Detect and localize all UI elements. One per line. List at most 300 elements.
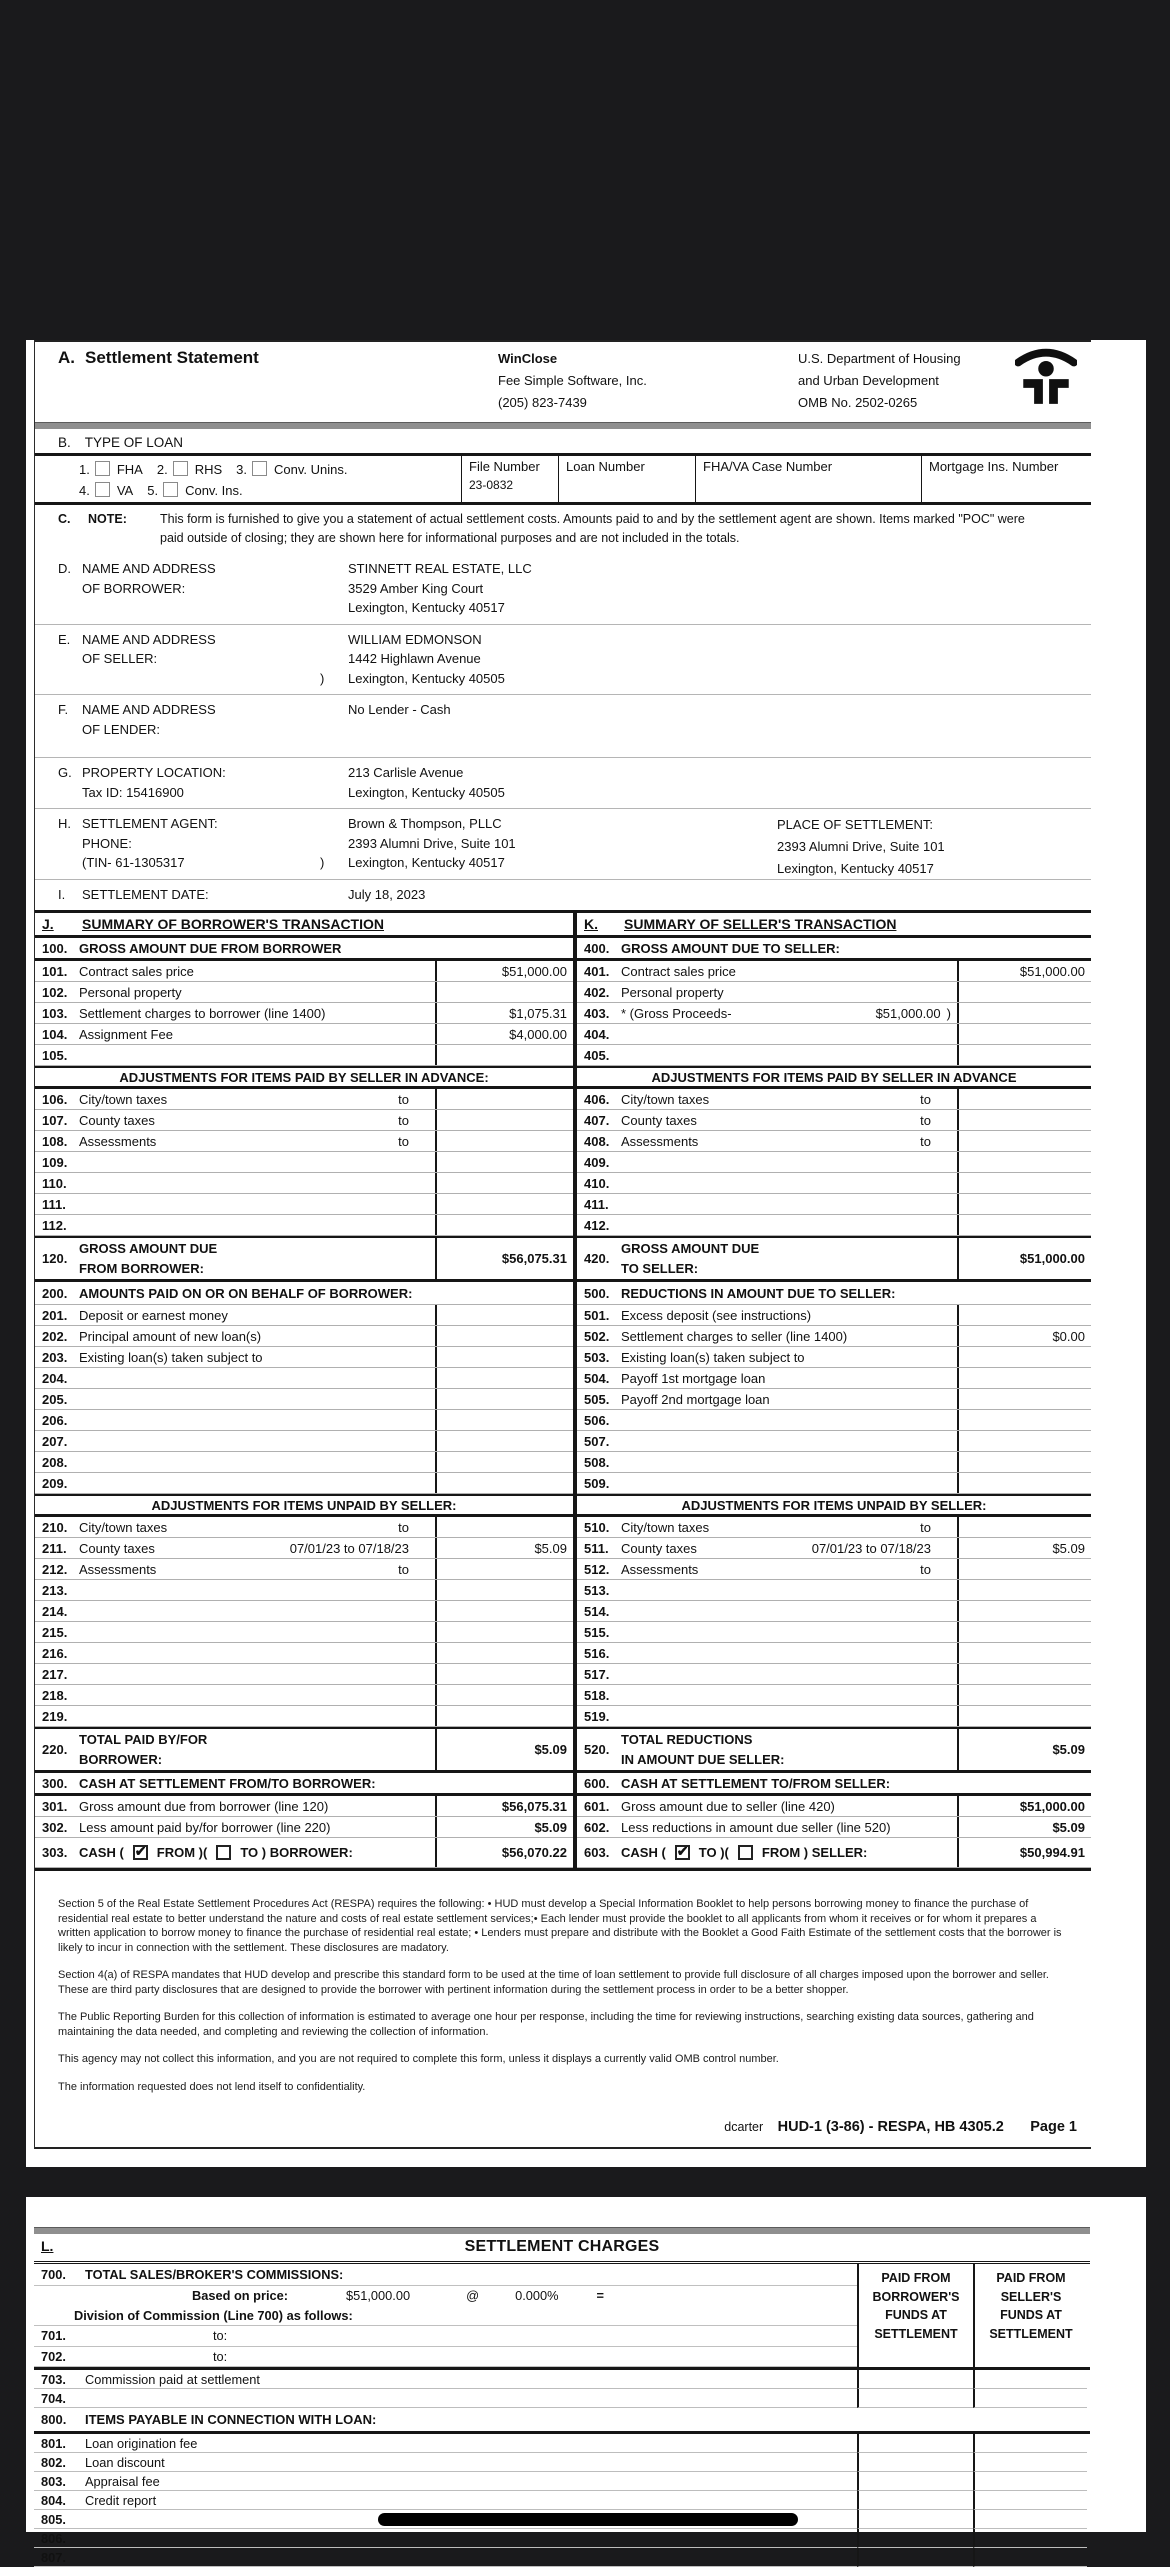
row-number: 206. bbox=[42, 1412, 68, 1428]
cash-word: FROM bbox=[761, 1845, 804, 1860]
table-row-102 bbox=[35, 982, 573, 1003]
amount-cell bbox=[435, 1305, 573, 1325]
amount-cell bbox=[435, 1326, 573, 1346]
section-row-400 bbox=[577, 938, 1091, 961]
amount-cell bbox=[957, 1347, 1091, 1367]
party-label-line: PHONE: bbox=[82, 835, 132, 851]
party-section-property bbox=[35, 757, 1091, 808]
row-number: 519. bbox=[584, 1708, 610, 1724]
table-row-805 bbox=[34, 2510, 1090, 2529]
amount-cell bbox=[435, 1045, 573, 1065]
party-values bbox=[348, 763, 768, 802]
unchecked-checkbox-icon bbox=[738, 1845, 753, 1860]
row-number: 101. bbox=[42, 963, 68, 979]
table-row-218 bbox=[35, 1685, 573, 1706]
row-number: 603. bbox=[584, 1845, 610, 1860]
hud1-settlement-charges-page-2[interactable] bbox=[26, 2197, 1146, 2565]
page-number: Page 1 bbox=[1030, 2119, 1077, 2135]
table-row-405 bbox=[577, 1045, 1091, 1066]
row-text: County taxes bbox=[621, 1540, 697, 1556]
row-number: 506. bbox=[584, 1412, 610, 1428]
row-middle-value: $51,000.00 bbox=[875, 1005, 941, 1021]
row-number: 202. bbox=[42, 1328, 68, 1344]
row-label bbox=[621, 1799, 957, 1814]
table-row-703 bbox=[34, 2370, 1090, 2389]
option-number: 4. bbox=[79, 483, 90, 498]
amount-cell: $50,994.91 bbox=[957, 1838, 1091, 1867]
subheader-text: ADJUSTMENTS FOR ITEMS UNPAID BY SELLER: bbox=[151, 1497, 457, 1513]
row-number: 102. bbox=[42, 984, 68, 1000]
row-number: 702. bbox=[41, 2348, 66, 2364]
amount-cell bbox=[957, 1110, 1091, 1130]
row-number: 408. bbox=[584, 1133, 610, 1149]
row-number: 504. bbox=[584, 1370, 610, 1386]
adjustments-subheader bbox=[35, 1066, 573, 1089]
party-mid bbox=[320, 559, 348, 618]
party-value-line: 213 Carlisle Avenue bbox=[348, 765, 464, 780]
row-label bbox=[621, 1350, 957, 1365]
row-label bbox=[621, 1134, 957, 1149]
checkbox-icon bbox=[95, 482, 110, 497]
amount-cell bbox=[957, 1706, 1091, 1726]
rows-800-series bbox=[34, 2434, 1090, 2567]
checked-checkbox-icon bbox=[133, 1845, 148, 1860]
party-label-line bbox=[82, 669, 320, 689]
table-row-515 bbox=[577, 1622, 1091, 1643]
party-value-line bbox=[348, 720, 768, 740]
hud1-settlement-statement-page-1[interactable] bbox=[26, 340, 1146, 2167]
row-label bbox=[621, 964, 957, 979]
row-label bbox=[621, 1845, 957, 1860]
loan-type-option bbox=[147, 483, 242, 498]
amount-cell bbox=[957, 1173, 1091, 1193]
row-label bbox=[621, 1113, 957, 1128]
amount-cell bbox=[435, 1215, 573, 1235]
party-label-line: NAME AND ADDRESS bbox=[82, 561, 216, 576]
line-700: 700. TOTAL SALES/BROKER'S COMMISSIONS: bbox=[34, 2264, 857, 2286]
respa-disclosure-text bbox=[35, 1897, 1063, 2094]
amount-cell: $1,075.31 bbox=[435, 1003, 573, 1023]
amount-cell bbox=[957, 1410, 1091, 1430]
amount-cell: $56,075.31 bbox=[435, 1796, 573, 1816]
table-row-213 bbox=[35, 1580, 573, 1601]
section-title: CASH AT SETTLEMENT FROM/TO BORROWER: bbox=[79, 1775, 376, 1791]
party-mid-line bbox=[320, 834, 348, 854]
amount-cell bbox=[957, 1580, 1091, 1600]
table-row-407 bbox=[577, 1110, 1091, 1131]
loan-type-table bbox=[35, 453, 1091, 505]
paid-from-seller-header: PAID FROM SELLER'S FUNDS AT SETTLEMENT bbox=[973, 2264, 1087, 2367]
commission-rows bbox=[34, 2326, 857, 2367]
party-labels bbox=[82, 700, 320, 739]
bottom-rule bbox=[35, 2147, 1091, 2149]
total-label-line: BORROWER: bbox=[79, 1751, 163, 1767]
party-value-line: Lexington, Kentucky 40517 bbox=[348, 855, 505, 870]
table-row-504 bbox=[577, 1368, 1091, 1389]
party-value-line: STINNETT REAL ESTATE, LLC bbox=[348, 561, 532, 576]
cash-pre: CASH ( bbox=[79, 1845, 124, 1860]
row-number: 807. bbox=[41, 2549, 66, 2565]
row-number: 105. bbox=[42, 1047, 68, 1063]
total-row-120 bbox=[35, 1236, 573, 1282]
row-text: * (Gross Proceeds- bbox=[621, 1005, 732, 1021]
row-desc-cell bbox=[34, 2453, 857, 2472]
amount-cell bbox=[435, 1431, 573, 1451]
table-row-107 bbox=[35, 1110, 573, 1131]
row-text: Appraisal fee bbox=[85, 2473, 160, 2489]
row-label bbox=[79, 1820, 435, 1835]
amount-cell bbox=[957, 1003, 1091, 1023]
party-mid bbox=[320, 630, 348, 689]
mortgage-ins-cell: Mortgage Ins. Number bbox=[921, 456, 1091, 502]
divider-bar bbox=[35, 422, 1091, 429]
loan-type-option bbox=[157, 462, 222, 477]
table-row-502 bbox=[577, 1326, 1091, 1347]
borrower-funds-cell bbox=[857, 2389, 973, 2408]
amount-cell bbox=[957, 1452, 1091, 1472]
amount-cell: $5.09 bbox=[435, 1817, 573, 1837]
amount-cell bbox=[957, 1089, 1091, 1109]
row-number: 404. bbox=[584, 1026, 610, 1042]
row-label bbox=[621, 1562, 957, 1577]
amount-cell bbox=[435, 1664, 573, 1684]
section-l-title: L. SETTLEMENT CHARGES bbox=[34, 2238, 1090, 2264]
row-middle-value: to bbox=[920, 1112, 931, 1128]
checkbox-icon bbox=[252, 461, 267, 476]
adjustments-subheader bbox=[577, 1066, 1091, 1089]
amount-cell bbox=[957, 1194, 1091, 1214]
redaction-bar bbox=[378, 2513, 798, 2526]
party-label-line: OF LENDER: bbox=[82, 721, 161, 737]
party-mid-line bbox=[320, 598, 348, 618]
hud-logo-icon bbox=[1015, 348, 1077, 411]
row-text: Credit report bbox=[85, 2492, 157, 2508]
subheader-text: ADJUSTMENTS FOR ITEMS UNPAID BY SELLER: bbox=[681, 1497, 987, 1513]
row-number: 100. bbox=[42, 940, 68, 956]
loan-type-option bbox=[79, 483, 133, 498]
table-row-108 bbox=[35, 1131, 573, 1152]
divider-bar bbox=[34, 2227, 1090, 2234]
form-id: HUD-1 (3-86) - RESPA, HB 4305.2 bbox=[777, 2119, 1004, 2135]
party-mid-line bbox=[320, 814, 348, 834]
party-mid-line bbox=[320, 649, 348, 669]
row-label bbox=[79, 1092, 435, 1107]
option-label: Conv. Ins. bbox=[185, 483, 243, 498]
amount-cell bbox=[435, 1643, 573, 1663]
checked-checkbox-icon bbox=[675, 1845, 690, 1860]
row-text: Personal property bbox=[621, 984, 724, 1000]
row-number: 218. bbox=[42, 1687, 68, 1703]
row-number: 802. bbox=[41, 2454, 66, 2470]
row-desc-cell bbox=[34, 2548, 857, 2567]
row-number: 106. bbox=[42, 1091, 68, 1107]
checkbox-icon bbox=[95, 461, 110, 476]
software-vendor-block: WinClose Fee Simple Software, Inc. (205) 823-7439 bbox=[498, 351, 647, 410]
amount-cell: $5.09 bbox=[435, 1538, 573, 1558]
option-label: RHS bbox=[194, 462, 223, 477]
amount-cell bbox=[957, 1045, 1091, 1065]
total-label-line: IN AMOUNT DUE SELLER: bbox=[621, 1751, 785, 1767]
row-text: City/town taxes bbox=[621, 1091, 710, 1107]
party-labels bbox=[82, 630, 320, 689]
loan-type-row bbox=[79, 480, 461, 501]
seller-funds-cell bbox=[973, 2370, 1087, 2389]
amount-cell bbox=[957, 1215, 1091, 1235]
respa-paragraph: The Public Reporting Burden for this collection of information is estimated to average one hour per response, including the time for reviewing instructions, searching existing data sources, gathering and maintaining the data needed, and completing and reviewing the collection of information. bbox=[58, 2011, 1034, 2038]
checkbox-icon bbox=[163, 482, 178, 497]
row-number: 512. bbox=[584, 1561, 610, 1577]
amount-cell: $0.00 bbox=[957, 1326, 1091, 1346]
total-label bbox=[621, 1239, 759, 1279]
amount-cell bbox=[435, 1089, 573, 1109]
row-number: 211. bbox=[42, 1540, 67, 1556]
total-label-line: GROSS AMOUNT DUE bbox=[621, 1240, 760, 1256]
table-row-104 bbox=[35, 1024, 573, 1045]
row-label bbox=[79, 1027, 435, 1042]
row-number: 200. bbox=[42, 1285, 68, 1301]
party-mid-line bbox=[320, 720, 348, 740]
row-number: 207. bbox=[42, 1433, 68, 1449]
subheader-text: ADJUSTMENTS FOR ITEMS PAID BY SELLER IN ADVANCE bbox=[651, 1069, 1017, 1085]
row-number: 411. bbox=[584, 1196, 609, 1212]
party-value-line: July 18, 2023 bbox=[348, 886, 426, 902]
row-middle-value: to bbox=[920, 1091, 931, 1107]
party-value-line: 3529 Amber King Court bbox=[348, 580, 484, 596]
table-row-804 bbox=[34, 2491, 1090, 2510]
row-number: 302. bbox=[42, 1819, 68, 1835]
party-label-line: PROPERTY LOCATION: bbox=[82, 765, 226, 780]
table-row-519 bbox=[577, 1706, 1091, 1727]
party-value-line: Lexington, Kentucky 40517 bbox=[348, 600, 505, 615]
paid-from-borrower-header: PAID FROM BORROWER'S FUNDS AT SETTLEMENT bbox=[857, 2264, 973, 2367]
loan-number-cell: Loan Number bbox=[558, 456, 695, 502]
row-text: Assignment Fee bbox=[79, 1026, 173, 1042]
row-middle-value: 07/01/23 to 07/18/23 bbox=[289, 1540, 409, 1556]
parties-sections bbox=[35, 554, 1091, 910]
table-row-601 bbox=[577, 1796, 1091, 1817]
checkbox-icon bbox=[173, 461, 188, 476]
party-label-line: NAME AND ADDRESS bbox=[82, 631, 216, 647]
row-number: 501. bbox=[584, 1307, 610, 1323]
amount-cell bbox=[435, 1580, 573, 1600]
place-line: 2393 Alumni Drive, Suite 101 bbox=[777, 839, 945, 854]
party-mid bbox=[320, 814, 348, 873]
amount-cell bbox=[957, 982, 1091, 1002]
row-number: 219. bbox=[42, 1708, 68, 1724]
total-label-line: TO SELLER: bbox=[621, 1260, 699, 1276]
row-number: 518. bbox=[584, 1687, 610, 1703]
place-title: PLACE OF SETTLEMENT: bbox=[777, 817, 934, 832]
party-value-line: 2393 Alumni Drive, Suite 101 bbox=[348, 835, 516, 851]
party-mid bbox=[320, 763, 348, 802]
party-label-line: NAME AND ADDRESS bbox=[82, 702, 216, 717]
row-number: 111. bbox=[42, 1196, 66, 1212]
seller-funds-cell bbox=[973, 2472, 1087, 2491]
table-row-501 bbox=[577, 1305, 1091, 1326]
amount-cell bbox=[957, 1152, 1091, 1172]
row-desc-cell bbox=[34, 2510, 857, 2529]
amount-cell bbox=[957, 1643, 1091, 1663]
amount-cell bbox=[435, 1452, 573, 1472]
total-row-220 bbox=[35, 1727, 573, 1773]
loan-type-option bbox=[236, 462, 347, 477]
unchecked-checkbox-icon bbox=[216, 1845, 231, 1860]
amount-cell: $51,000.00 bbox=[957, 1796, 1091, 1816]
row-number: 503. bbox=[584, 1349, 610, 1365]
table-row-807 bbox=[34, 2548, 1090, 2567]
row-text: Gross amount due to seller (line 420) bbox=[621, 1798, 835, 1814]
row-text: County taxes bbox=[621, 1112, 697, 1128]
row-number: 510. bbox=[584, 1519, 610, 1535]
section-800-header: 800. ITEMS PAYABLE IN CONNECTION WITH LOAN: bbox=[34, 2408, 1090, 2434]
party-values bbox=[348, 700, 768, 739]
seller-funds-cell bbox=[973, 2491, 1087, 2510]
row-desc-cell bbox=[34, 2389, 857, 2408]
total-label-line: TOTAL PAID BY/FOR bbox=[79, 1731, 208, 1747]
row-label bbox=[79, 964, 435, 979]
row-middle-value: to bbox=[398, 1091, 409, 1107]
option-number: 2. bbox=[156, 462, 168, 477]
table-row-505 bbox=[577, 1389, 1091, 1410]
section-letter: G. bbox=[58, 765, 72, 780]
party-labels bbox=[82, 885, 320, 905]
table-row-207 bbox=[35, 1431, 573, 1452]
amount-cell bbox=[957, 1517, 1091, 1537]
preparer-id: dcarter bbox=[724, 2120, 764, 2134]
table-row-209 bbox=[35, 1473, 573, 1494]
row-text: Excess deposit (see instructions) bbox=[621, 1307, 812, 1323]
amount-cell: $5.09 bbox=[957, 1817, 1091, 1837]
amount-cell bbox=[957, 1131, 1091, 1151]
row-label bbox=[79, 1520, 435, 1535]
table-row-403 bbox=[577, 1003, 1091, 1024]
party-mid bbox=[320, 700, 348, 739]
table-row-516 bbox=[577, 1643, 1091, 1664]
party-label-line: SETTLEMENT AGENT: bbox=[82, 816, 218, 831]
row-label bbox=[621, 1820, 957, 1835]
amount-cell: $5.09 bbox=[435, 1729, 573, 1770]
row-number: 301. bbox=[42, 1798, 68, 1814]
row-text: Settlement charges to borrower (line 1400) bbox=[79, 1005, 326, 1021]
section-row-200 bbox=[35, 1282, 573, 1305]
amount-cell: $5.09 bbox=[957, 1729, 1091, 1770]
row-text: Payoff 1st mortgage loan bbox=[621, 1370, 766, 1386]
table-row-402 bbox=[577, 982, 1091, 1003]
respa-paragraph: Section 5 of the Real Estate Settlement Procedures Act (RESPA) requires the following: • HUD must develop a Special Information Booklet to help persons borrowing money to finance the purchase of residential real estate to better understand the nature and costs of real estate settlement services;• Each lender must provide the booklet to all applicants from whom it receives or for whom it prepares a written application to borrow money to finance the purchase of residential real estate; • Lenders must prepare and distribute with the Booklet a Good Faith Estimate of the settlement costs that the borrower is likely to incur in connection with the settlement. These disclosures are madatory. bbox=[58, 1898, 1062, 1954]
table-row-205 bbox=[35, 1389, 573, 1410]
table-row-216 bbox=[35, 1643, 573, 1664]
amount-cell bbox=[957, 1368, 1091, 1388]
option-number: 5. bbox=[147, 483, 159, 498]
section-b-title: B. TYPE OF LOAN bbox=[58, 435, 184, 450]
row-number: 213. bbox=[42, 1582, 68, 1598]
cash-word: TO bbox=[698, 1845, 717, 1860]
row-number: 704. bbox=[41, 2390, 66, 2406]
party-label-line: OF BORROWER: bbox=[82, 580, 186, 596]
party-values bbox=[348, 630, 768, 689]
division-of-commission-row: Division of Commission (Line 700) as follows: bbox=[34, 2306, 857, 2327]
total-row-420 bbox=[577, 1236, 1091, 1282]
row-number: 120. bbox=[42, 1251, 68, 1266]
row-number: 516. bbox=[584, 1645, 610, 1661]
amount-cell bbox=[435, 1152, 573, 1172]
file-number-value: 23-0832 bbox=[469, 478, 514, 492]
row-label bbox=[621, 1371, 957, 1386]
amount-cell bbox=[435, 1368, 573, 1388]
row-text: Deposit or earnest money bbox=[79, 1307, 228, 1323]
row-number: 409. bbox=[584, 1154, 610, 1170]
table-row-106 bbox=[35, 1089, 573, 1110]
row-label bbox=[621, 1392, 957, 1407]
party-section-lender bbox=[35, 694, 1091, 757]
cash-row-303 bbox=[35, 1838, 573, 1868]
row-paren: ) bbox=[946, 1005, 951, 1021]
row-number: 214. bbox=[42, 1603, 68, 1619]
party-label-line: (TIN- 61-1305317 bbox=[82, 855, 185, 870]
row-number: 412. bbox=[584, 1217, 610, 1233]
total-label bbox=[79, 1239, 217, 1279]
table-row-702 bbox=[34, 2347, 857, 2368]
cash-mid: )( bbox=[195, 1845, 208, 1860]
party-section-borrower bbox=[35, 554, 1091, 624]
row-number: 420. bbox=[584, 1251, 610, 1266]
table-row-201 bbox=[35, 1305, 573, 1326]
seller-summary-heading: K. SUMMARY OF SELLER'S TRANSACTION bbox=[584, 916, 897, 932]
row-number: 806. bbox=[41, 2530, 66, 2546]
section-letter: H. bbox=[58, 816, 71, 831]
amount-cell bbox=[957, 1024, 1091, 1044]
row-text: to: bbox=[213, 2348, 228, 2364]
amount-cell bbox=[435, 1685, 573, 1705]
table-row-503 bbox=[577, 1347, 1091, 1368]
row-number: 108. bbox=[42, 1133, 68, 1149]
row-middle-value: 07/01/23 to 07/18/23 bbox=[811, 1540, 931, 1556]
table-row-802 bbox=[34, 2453, 1090, 2472]
summary-table bbox=[35, 938, 1091, 1871]
table-row-219 bbox=[35, 1706, 573, 1727]
party-value-line: Lexington, Kentucky 40505 bbox=[348, 784, 505, 800]
row-label bbox=[79, 1113, 435, 1128]
amount-cell bbox=[957, 1664, 1091, 1684]
table-row-203 bbox=[35, 1347, 573, 1368]
subheader-text: ADJUSTMENTS FOR ITEMS PAID BY SELLER IN ADVANCE: bbox=[119, 1069, 489, 1085]
row-text: Personal property bbox=[79, 984, 182, 1000]
row-text: Assessments bbox=[79, 1133, 157, 1149]
row-label bbox=[621, 1308, 957, 1323]
row-number: 112. bbox=[42, 1217, 67, 1233]
party-mid-line bbox=[320, 579, 348, 599]
row-number: 515. bbox=[584, 1624, 610, 1640]
row-number: 406. bbox=[584, 1091, 610, 1107]
amount-cell bbox=[435, 1559, 573, 1579]
row-desc-cell bbox=[34, 2370, 857, 2389]
party-values bbox=[348, 885, 768, 905]
table-row-409 bbox=[577, 1152, 1091, 1173]
row-number: 803. bbox=[41, 2473, 66, 2489]
row-number: 204. bbox=[42, 1370, 68, 1386]
row-label bbox=[79, 1845, 435, 1860]
party-mid-line bbox=[320, 885, 348, 905]
party-value-line: WILLIAM EDMONSON bbox=[348, 631, 482, 647]
row-text: Commission paid at settlement bbox=[85, 2371, 260, 2387]
row-label bbox=[79, 985, 435, 1000]
table-row-412 bbox=[577, 1215, 1091, 1236]
party-section-agent bbox=[35, 808, 1091, 879]
table-row-411 bbox=[577, 1194, 1091, 1215]
row-middle-value: to bbox=[398, 1519, 409, 1535]
row-text: Existing loan(s) taken subject to bbox=[621, 1349, 805, 1365]
borrower-funds-cell bbox=[857, 2491, 973, 2510]
